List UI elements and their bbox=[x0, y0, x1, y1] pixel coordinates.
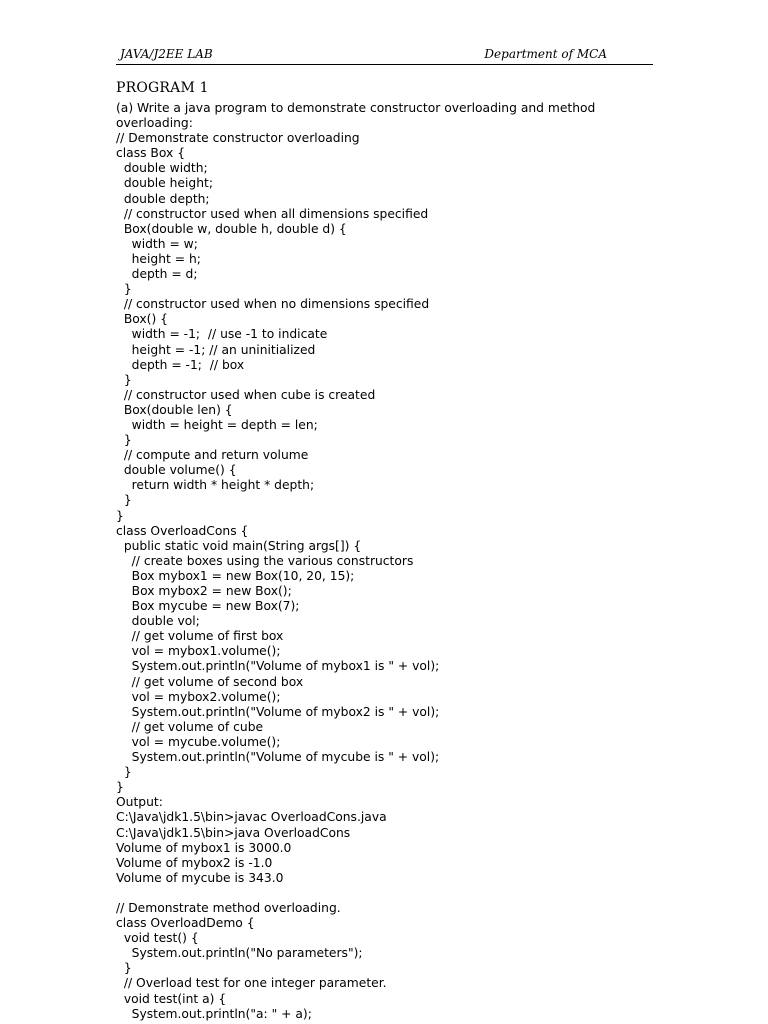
text-line: Box(double w, double h, double d) { bbox=[116, 221, 347, 236]
text-line: // Demonstrate method overloading. bbox=[116, 900, 341, 915]
text-line: System.out.println("Volume of mycube is " + vol); bbox=[116, 750, 440, 765]
text-line: width = -1; // use -1 to indicate bbox=[116, 327, 328, 342]
page-header bbox=[116, 44, 653, 65]
text-line: depth = d; bbox=[116, 267, 198, 282]
text-line: double width; bbox=[116, 161, 208, 176]
text-line: height = -1; // an uninitialized bbox=[116, 342, 316, 357]
text-line: System.out.println("a: " + a); bbox=[116, 1006, 312, 1021]
text-line: System.out.println("Volume of mybox2 is " + vol); bbox=[116, 704, 440, 719]
text-line: } bbox=[116, 493, 132, 508]
text-line: vol = mycube.volume(); bbox=[116, 734, 281, 749]
text-line: double vol; bbox=[116, 614, 200, 629]
text-line: System.out.println("Volume of mybox1 is " + vol); bbox=[116, 659, 440, 674]
text-line: double volume() { bbox=[116, 463, 237, 478]
text-line: class OverloadCons { bbox=[116, 523, 249, 538]
text-line: } bbox=[116, 780, 124, 795]
text-line: C:\Java\jdk1.5\bin>java OverloadCons bbox=[116, 825, 351, 840]
text-line: } bbox=[116, 433, 132, 448]
text-line: (a) Write a java program to demonstrate constructor overloading and method bbox=[116, 101, 596, 115]
text-line: void test(int a) { bbox=[116, 991, 227, 1006]
text-line: } bbox=[116, 961, 132, 976]
text-line: // get volume of first box bbox=[116, 629, 284, 644]
text-line: Volume of mycube is 343.0 bbox=[116, 870, 284, 885]
text-line: vol = mybox1.volume(); bbox=[116, 644, 281, 659]
text-line: // constructor used when no dimensions specified bbox=[116, 297, 430, 312]
text-line: Volume of mybox2 is -1.0 bbox=[116, 855, 273, 870]
text-line: return width * height * depth; bbox=[116, 478, 315, 493]
text-line bbox=[116, 886, 676, 901]
text-line: // create boxes using the various constructors bbox=[116, 553, 414, 568]
text-line: double depth; bbox=[116, 191, 210, 206]
text-line: Box mycube = new Box(7); bbox=[116, 599, 300, 614]
text-line: System.out.println("No parameters"); bbox=[116, 946, 363, 961]
text-line: overloading: bbox=[116, 116, 193, 131]
text-line: double height; bbox=[116, 176, 213, 191]
text-line: depth = -1; // box bbox=[116, 357, 245, 372]
text-line: // Demonstrate constructor overloading bbox=[116, 131, 360, 146]
text-line: } bbox=[116, 508, 124, 523]
program-text bbox=[116, 101, 676, 1022]
header-course-title: JAVA/J2EE LAB bbox=[120, 47, 213, 61]
text-line: vol = mybox2.volume(); bbox=[116, 689, 281, 704]
header-department: Department of MCA bbox=[484, 47, 607, 61]
text-line: // get volume of cube bbox=[116, 719, 264, 734]
text-line: } bbox=[116, 282, 132, 297]
text-line: // Overload test for one integer parameter. bbox=[116, 976, 387, 991]
text-line: // constructor used when cube is created bbox=[116, 387, 376, 402]
text-line: Volume of mybox1 is 3000.0 bbox=[116, 840, 292, 855]
text-line: Box mybox2 = new Box(); bbox=[116, 584, 292, 598]
text-line: // constructor used when all dimensions specified bbox=[116, 206, 429, 221]
text-line: } bbox=[116, 372, 132, 387]
text-line: height = h; bbox=[116, 251, 201, 266]
text-line: C:\Java\jdk1.5\bin>javac OverloadCons.java bbox=[116, 810, 387, 825]
text-line: void test() { bbox=[116, 931, 199, 946]
text-line: // get volume of second box bbox=[116, 674, 304, 689]
text-line: Output: bbox=[116, 795, 163, 810]
text-line: class Box { bbox=[116, 146, 186, 161]
text-line: Box(double len) { bbox=[116, 402, 233, 417]
text-line: width = w; bbox=[116, 236, 198, 251]
text-line: } bbox=[116, 765, 132, 780]
text-line: class OverloadDemo { bbox=[116, 916, 255, 931]
program-title: PROGRAM 1 bbox=[116, 80, 209, 96]
text-line: Box() { bbox=[116, 312, 169, 327]
text-line: width = height = depth = len; bbox=[116, 417, 318, 432]
text-line: Box mybox1 = new Box(10, 20, 15); bbox=[116, 568, 355, 583]
text-line: // compute and return volume bbox=[116, 448, 309, 463]
text-line: public static void main(String args[]) { bbox=[116, 538, 362, 553]
